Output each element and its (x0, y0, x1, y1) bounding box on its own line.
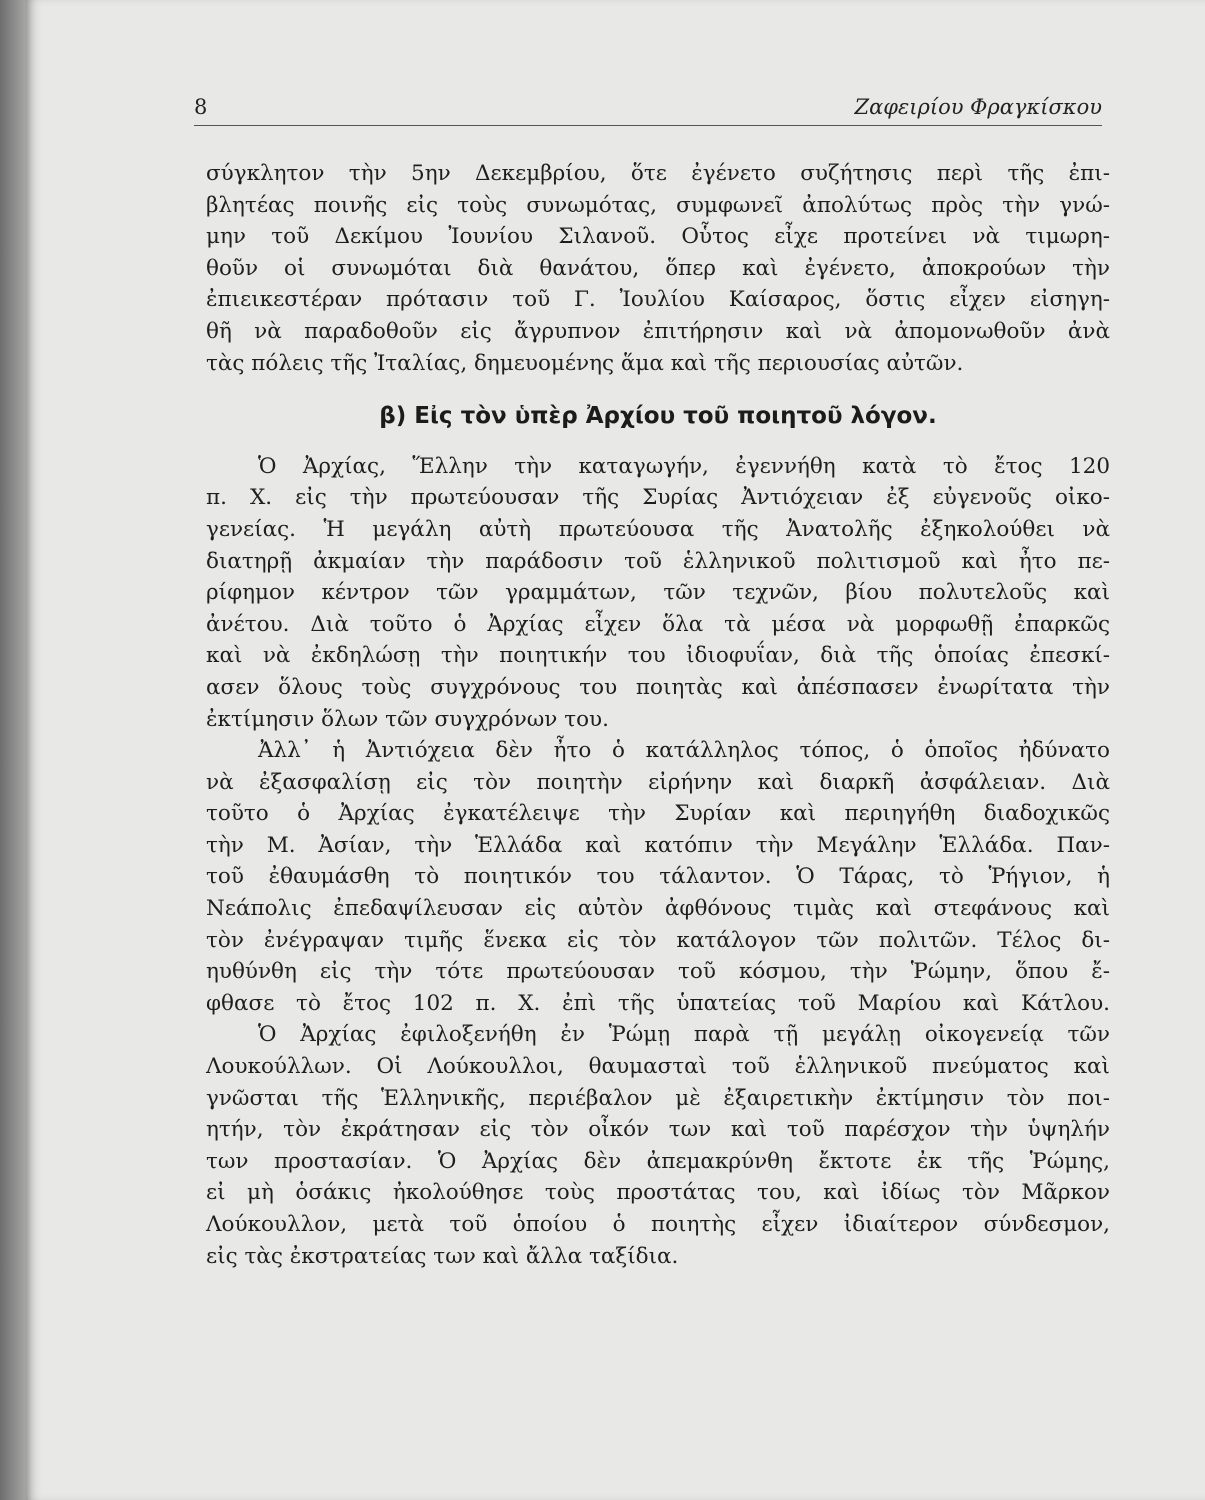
text-line: εἰς τὰς ἐκστρατείας των καὶ ἄλλα ταξίδια. (206, 1243, 679, 1269)
text-line: νὰ ἐξασφαλίσῃ εἰς τὸν ποιητὴν εἰρήνην καὶ διαρκῆ ἀσφάλειαν. Διὰ (206, 769, 1110, 795)
scan-edge (0, 0, 26, 1500)
text-line: ητήν, τὸν ἐκράτησαν εἰς τὸν οἶκόν των καὶ τοῦ παρέσχον τὴν ὑψηλήν (206, 1117, 1110, 1143)
running-head: Ζαφειρίου Φραγκίσκου (854, 95, 1102, 119)
text-line: τὰς πόλεις τῆς Ἰταλίας, δημευομένης ἅμα καὶ τῆς περιουσίας αὐτῶν. (206, 350, 964, 376)
text-line: Λούκουλλον, μετὰ τοῦ ὁποίου ὁ ποιητὴς εἶχεν ἰδιαίτερον σύνδεσμον, (206, 1212, 1110, 1237)
text-line: σύγκλητον τὴν 5ην Δεκεμβρίου, ὅτε ἐγένετο συζήτησις περὶ τῆς ἐπι- (206, 161, 1110, 186)
text-line: φθασε τὸ ἔτος 102 π. Χ. ἐπὶ τῆς ὑπατείας τοῦ Μαρίου καὶ Κάτλου. (206, 990, 1110, 1016)
text-line: θοῦν οἱ συνωμόται διὰ θανάτου, ὅπερ καὶ ἐγένετο, ἀποκρούων τὴν (206, 255, 1110, 281)
text-line: ρίφημον κέντρον τῶν γραμμάτων, τῶν τεχνῶν, βίου πολυτελοῦς καὶ (206, 580, 1110, 606)
text-line: μην τοῦ Δεκίμου Ἰουνίου Σιλανοῦ. Οὗτος εἶχε προτείνει νὰ τιμωρη- (206, 224, 1110, 250)
text-line: διατηρῇ ἀκμαίαν τὴν παράδοσιν τοῦ ἑλληνικοῦ πολιτισμοῦ καὶ ἦτο πε- (206, 548, 1110, 574)
text-line: τὸν ἐνέγραψαν τιμῆς ἕνεκα εἰς τὸν κατάλογον τῶν πολιτῶν. Τέλος δι- (206, 927, 1110, 953)
text-line: τὴν Μ. Ἀσίαν, τὴν Ἑλλάδα καὶ κατόπιν τὴν Μεγάλην Ἑλλάδα. Παν- (206, 832, 1110, 858)
text-line: γενείας. Ἡ μεγάλη αὐτὴ πρωτεύουσα τῆς Ἀνατολῆς ἐξηκολούθει νὰ (206, 516, 1110, 542)
text-line: εἰ μὴ ὁσάκις ἠκολούθησε τοὺς προστάτας του, καὶ ἰδίως τὸν Μᾶρκον (206, 1180, 1110, 1206)
text-line: των προστασίαν. Ὁ Ἀρχίας δὲν ἀπεμακρύνθη ἔκτοτε ἐκ τῆς Ῥώμης, (206, 1148, 1110, 1174)
text-line: ασεν ὅλους τοὺς συγχρόνους του ποιητὰς καὶ ἀπέσπασεν ἐνωρίτατα τὴν (206, 674, 1110, 700)
text-line: π. Χ. εἰς τὴν πρωτεύουσαν τῆς Συρίας Ἀντιόχειαν ἐξ εὐγενοῦς οἰκο- (206, 485, 1110, 511)
text-line: Ὁ Ἀρχίας ἐφιλοξενήθη ἐν Ῥώμῃ παρὰ τῇ μεγάλῃ οἰκογενείᾳ τῶν (258, 1022, 1110, 1048)
text-line: θῆ νὰ παραδοθοῦν εἰς ἄγρυπνον ἐπιτήρησιν καὶ νὰ ἀπομονωθοῦν ἀνὰ (206, 318, 1110, 344)
section-heading: β) Εἰς τὸν ὑπὲρ Ἀρχίου τοῦ ποιητοῦ λόγον. (379, 403, 937, 430)
paragraph (206, 158, 1110, 379)
text-line: καὶ νὰ ἐκδηλώσῃ τὴν ποιητικήν του ἰδιοφυΐαν, διὰ τῆς ὁποίας ἐπεσκί- (206, 643, 1110, 669)
text-line: Νεάπολις ἐπεδαψίλευσαν εἰς αὐτὸν ἀφθόνους τιμὰς καὶ στεφάνους καὶ (206, 896, 1110, 922)
page-number: 8 (194, 95, 208, 119)
text-line: βλητέας ποινῆς εἰς τοὺς συνωμότας, συμφωνεῖ ἀπολύτως πρὸς τὴν γνώ- (206, 192, 1110, 218)
paragraph (206, 1019, 1110, 1272)
text-line: Ἀλλ᾽ ἡ Ἀντιόχεια δὲν ἦτο ὁ κατάλληλος τόπος, ὁ ὁποῖος ἠδύνατο (258, 738, 1110, 764)
text-line: Λουκούλλων. Οἱ Λούκουλλοι, θαυμασταὶ τοῦ ἑλληνικοῦ πνεύματος καὶ (206, 1054, 1110, 1080)
text-line: ηυθύνθη εἰς τὴν τότε πρωτεύουσαν τοῦ κόσμου, τὴν Ῥώμην, ὅπου ἔ- (206, 959, 1110, 985)
text-line: γνῶσται τῆς Ἑλληνικῆς, περιέβαλον μὲ ἐξαιρετικὴν ἐκτίμησιν τὸν ποι- (206, 1085, 1110, 1111)
text-line: τοῦ ἐθαυμάσθη τὸ ποιητικόν του τάλαντον. Ὁ Τάρας, τὸ Ῥήγιον, ἡ (206, 864, 1110, 890)
paragraph (206, 451, 1110, 735)
body-text (206, 158, 1110, 1272)
text-line: Ὁ Ἀρχίας, Ἕλλην τὴν καταγωγήν, ἐγεννήθη κατὰ τὸ ἔτος 120 (258, 453, 1110, 479)
text-line: ἐπιεικεστέραν πρότασιν τοῦ Γ. Ἰουλίου Καίσαρος, ὅστις εἶχεν εἰσηγη- (206, 287, 1110, 313)
text-line: τοῦτο ὁ Ἀρχίας ἐγκατέλειψε τὴν Συρίαν καὶ περιηγήθη διαδοχικῶς (206, 801, 1110, 827)
paragraph (206, 735, 1110, 1019)
page-header (194, 95, 1102, 126)
text-line: ἐκτίμησιν ὅλων τῶν συγχρόνων του. (206, 706, 609, 732)
text-line: ἀνέτου. Διὰ τοῦτο ὁ Ἀρχίας εἶχεν ὅλα τὰ μέσα νὰ μορφωθῇ ἐπαρκῶς (206, 611, 1110, 637)
